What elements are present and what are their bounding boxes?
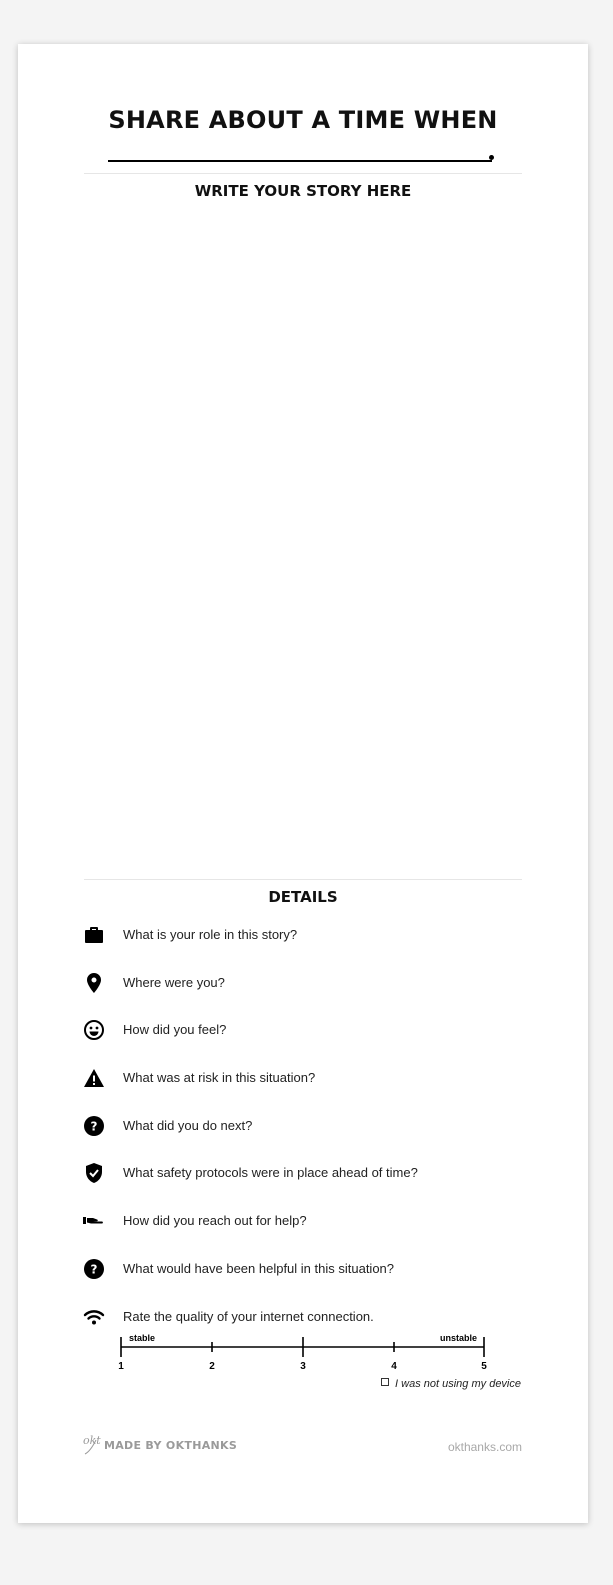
detail-item-risk: [82, 1066, 522, 1090]
fill-in-blank-line: [108, 160, 492, 162]
okthanks-logo-icon: [82, 1430, 104, 1456]
detail-question: What is your role in this story?: [123, 927, 298, 942]
detail-question: Where were you?: [123, 975, 225, 990]
connection-rating-scale: [118, 1334, 488, 1374]
scale-tick-label: 2: [209, 1361, 215, 1372]
shield-check-icon: [82, 1161, 106, 1185]
footer-brand: [82, 1430, 282, 1456]
smiley-face-icon: [82, 1018, 106, 1042]
detail-item-connection: [82, 1305, 522, 1329]
detail-question: Rate the quality of your internet connection.: [123, 1309, 374, 1324]
scale-tick-label: 1: [118, 1361, 124, 1372]
details-heading: DETAILS: [268, 888, 338, 906]
svg-text:?: ?: [90, 1262, 98, 1277]
page-title: SHARE ABOUT A TIME WHEN: [108, 106, 498, 134]
scale-left-label: stable: [129, 1334, 156, 1343]
detail-item-next: [82, 1114, 522, 1138]
not-using-device-label: I was not using my device: [395, 1378, 521, 1390]
divider: [84, 879, 522, 880]
scale-right-label: unstable: [439, 1334, 477, 1343]
question-circle-icon: [82, 1257, 106, 1281]
helping-hand-icon: [82, 1209, 106, 1233]
detail-question: What safety protocols were in place ahead of time?: [123, 1165, 418, 1180]
detail-item-role: [82, 923, 522, 947]
detail-question: How did you feel?: [123, 1022, 227, 1037]
svg-text:okt: okt: [83, 1434, 101, 1447]
question-circle-icon: [82, 1114, 106, 1138]
story-writing-area[interactable]: [84, 214, 522, 874]
detail-question: What would have been helpful in this situation?: [123, 1261, 395, 1276]
divider: [84, 173, 522, 174]
warning-triangle-icon: [82, 1066, 106, 1090]
not-using-device-option[interactable]: [381, 1378, 521, 1390]
scale-tick-label: 5: [481, 1361, 487, 1372]
checkbox-icon[interactable]: [381, 1378, 389, 1386]
story-heading: WRITE YOUR STORY HERE: [194, 182, 412, 200]
wifi-icon: [82, 1305, 106, 1329]
location-pin-icon: [82, 971, 106, 995]
detail-question: What did you do next?: [123, 1118, 253, 1133]
briefcase-icon: [82, 923, 106, 947]
detail-item-location: [82, 971, 522, 995]
detail-item-helpful: [82, 1257, 522, 1281]
worksheet-page: [18, 44, 588, 1523]
detail-question: What was at risk in this situation?: [123, 1070, 316, 1085]
detail-item-help: [82, 1209, 522, 1233]
fill-in-blank-period: [489, 155, 494, 160]
footer-url-link[interactable]: okthanks.com: [447, 1440, 522, 1454]
scale-tick-label: 3: [300, 1361, 306, 1372]
footer-brand-text: MADE BY OKTHANKS: [104, 1439, 238, 1452]
scale-tick-label: 4: [391, 1361, 397, 1372]
detail-question: How did you reach out for help?: [123, 1213, 307, 1228]
svg-text:?: ?: [90, 1119, 98, 1134]
detail-item-feeling: [82, 1018, 522, 1042]
detail-item-safety: [82, 1161, 522, 1185]
